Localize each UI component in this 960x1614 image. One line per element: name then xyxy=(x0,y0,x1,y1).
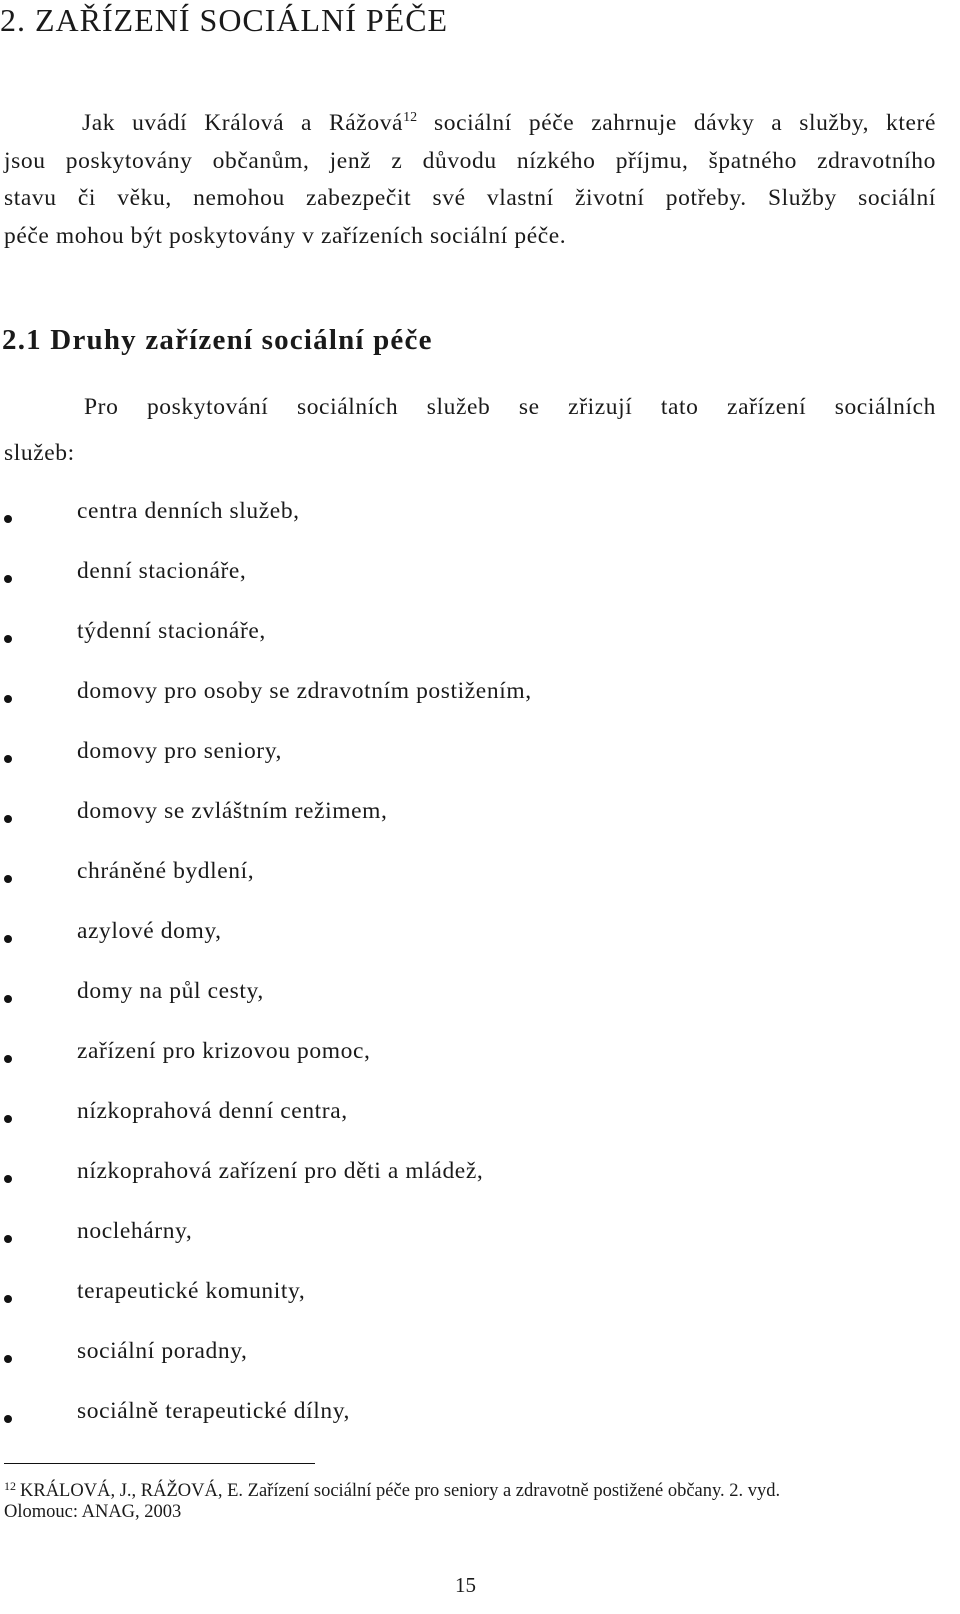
list-item-text: sociální poradny, xyxy=(77,1338,248,1364)
footnote-text-1: KRÁLOVÁ, J., RÁŽOVÁ, E. Zařízení sociální péče pro seniory a zdravotně postižené občany. 2. vyd. xyxy=(20,1481,781,1501)
bullet-icon xyxy=(4,515,12,523)
intro-line-1-text: Jak uvádí Králová a Rážová xyxy=(82,110,404,136)
bullet-icon xyxy=(4,755,12,763)
section-heading: 2.1 Druhy zařízení sociální péče xyxy=(2,324,433,356)
bullet-icon xyxy=(4,995,12,1003)
list-item-text: terapeutické komunity, xyxy=(77,1278,306,1304)
bullet-icon xyxy=(4,695,12,703)
footnote-line-2: Olomouc: ANAG, 2003 xyxy=(4,1502,182,1522)
chapter-heading: 2. ZAŘÍZENÍ SOCIÁLNÍ PÉČE xyxy=(0,2,449,38)
bullet-icon xyxy=(4,1115,12,1123)
list-item-text: azylové domy, xyxy=(77,918,222,944)
bullet-icon xyxy=(4,1355,12,1363)
footnote-line-1 xyxy=(4,1474,780,1503)
bullet-icon xyxy=(4,815,12,823)
list-item-text: týdenní stacionáře, xyxy=(77,618,266,644)
list-item-text: denní stacionáře, xyxy=(77,558,247,584)
page-number: 15 xyxy=(455,1573,476,1597)
footnote-separator xyxy=(4,1463,315,1464)
list-item-text: domovy se zvláštním režimem, xyxy=(77,798,388,824)
bullet-icon xyxy=(4,1235,12,1243)
bullet-icon xyxy=(4,575,12,583)
bullet-icon xyxy=(4,1295,12,1303)
section-intro-line-2: služeb: xyxy=(4,439,75,466)
footnote-number: 12 xyxy=(4,1479,16,1493)
bullet-icon xyxy=(4,1415,12,1423)
list-item-text: nízkoprahová zařízení pro děti a mládež, xyxy=(77,1158,484,1184)
list-item-text: sociálně terapeutické dílny, xyxy=(77,1398,351,1424)
section-intro-line-1: Pro poskytování sociálních služeb se zřizují tato zařízení sociálních xyxy=(84,394,936,420)
intro-line-1-rest: sociální péče zahrnuje dávky a služby, které xyxy=(417,110,937,136)
bullet-icon xyxy=(4,935,12,943)
bullet-icon xyxy=(4,635,12,643)
intro-line-3: stavu či věku, nemohou zabezpečit své vlastní životní potřeby. Služby sociální xyxy=(4,185,936,211)
list-item-text: noclehárny, xyxy=(77,1218,193,1244)
bullet-icon xyxy=(4,1055,12,1063)
intro-line-1 xyxy=(4,99,936,143)
list-item-text: centra denních služeb, xyxy=(77,498,300,524)
list-item-text: domovy pro osoby se zdravotním postižením, xyxy=(77,678,532,704)
list-item-text: nízkoprahová denní centra, xyxy=(77,1098,348,1124)
bullet-icon xyxy=(4,1175,12,1183)
intro-line-4: péče mohou být poskytovány v zařízeních sociální péče. xyxy=(4,222,567,249)
list-item-text: domovy pro seniory, xyxy=(77,738,283,764)
list-item-text: chráněné bydlení, xyxy=(77,858,255,884)
intro-paragraph xyxy=(4,99,936,255)
bullet-icon xyxy=(4,875,12,883)
section-intro-paragraph xyxy=(4,389,936,472)
intro-line-2: jsou poskytovány občanům, jenž z důvodu nízkého příjmu, špatného zdravotního xyxy=(4,147,936,174)
list-item-text: domy na půl cesty, xyxy=(77,978,264,1004)
list-item-text: zařízení pro krizovou pomoc, xyxy=(77,1038,371,1064)
footnote-reference[interactable]: 12 xyxy=(403,110,418,125)
